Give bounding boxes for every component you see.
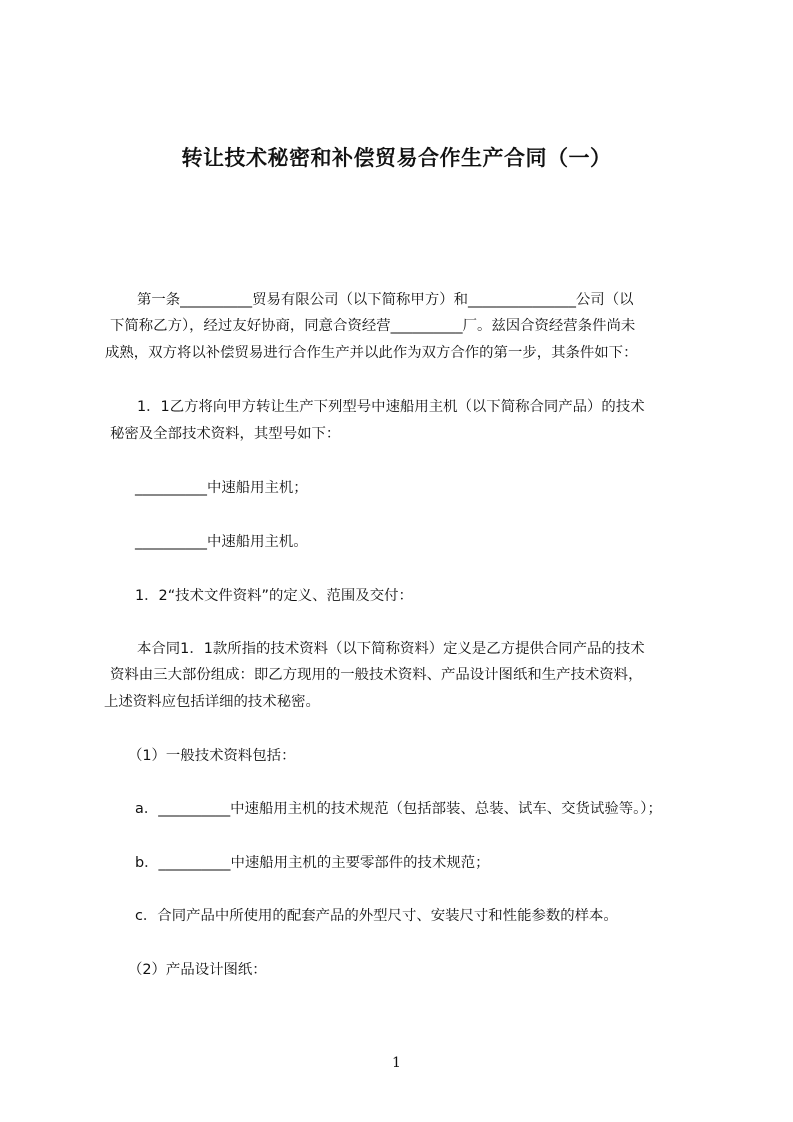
clause-1-2-heading: 1．2“技术文件资料”的定义、范围及交付： (135, 588, 413, 604)
definition-line-2: 资料由三大部份组成：即乙方现用的一般技术资料、产品设计图纸和生产技术资料， (110, 667, 643, 683)
item-b: b．__________中速船用主机的主要零部件的技术规范； (135, 855, 490, 871)
clause-1-line-1: 第一条__________贸易有限公司（以下简称甲方）和_______________公司（以 (137, 292, 634, 308)
definition-line-3: 上述资料应包括详细的技术秘密。 (104, 694, 320, 710)
definition-line-1: 本合同1．1款所指的技术资料（以下简称资料）定义是乙方提供合同产品的技术 (137, 641, 645, 657)
item-c: c．合同产品中所使用的配套产品的外型尺寸、安装尺寸和性能参数的样本。 (135, 908, 618, 924)
general-docs-heading: （1）一般技术资料包括： (128, 748, 296, 764)
item-a: a．__________中速船用主机的技术规范（包括部装、总装、试车、交货试验等。）； (135, 801, 662, 817)
clause-1-line-2: 下简称乙方），经过友好协商，同意合资经营__________厂。兹因合资经营条件尚未 (110, 318, 636, 334)
document-title: 转让技术秘密和补偿贸易合作生产合同（一） (181, 146, 612, 170)
clause-1-line-3: 成熟，双方将以补偿贸易进行合作生产并以此作为双方合作的第一步，其条件如下： (105, 345, 638, 361)
model-item-1: __________中速船用主机； (135, 480, 308, 496)
clause-1-1-line-2: 秘密及全部技术资料，其型号如下： (110, 426, 341, 442)
model-item-2: __________中速船用主机。 (135, 534, 308, 550)
page-number: 1 (392, 1055, 401, 1071)
clause-1-1-line-1: 1．1乙方将向甲方转让生产下列型号中速船用主机（以下简称合同产品）的技术 (137, 399, 645, 415)
design-drawings-heading: （2）产品设计图纸： (128, 962, 267, 978)
